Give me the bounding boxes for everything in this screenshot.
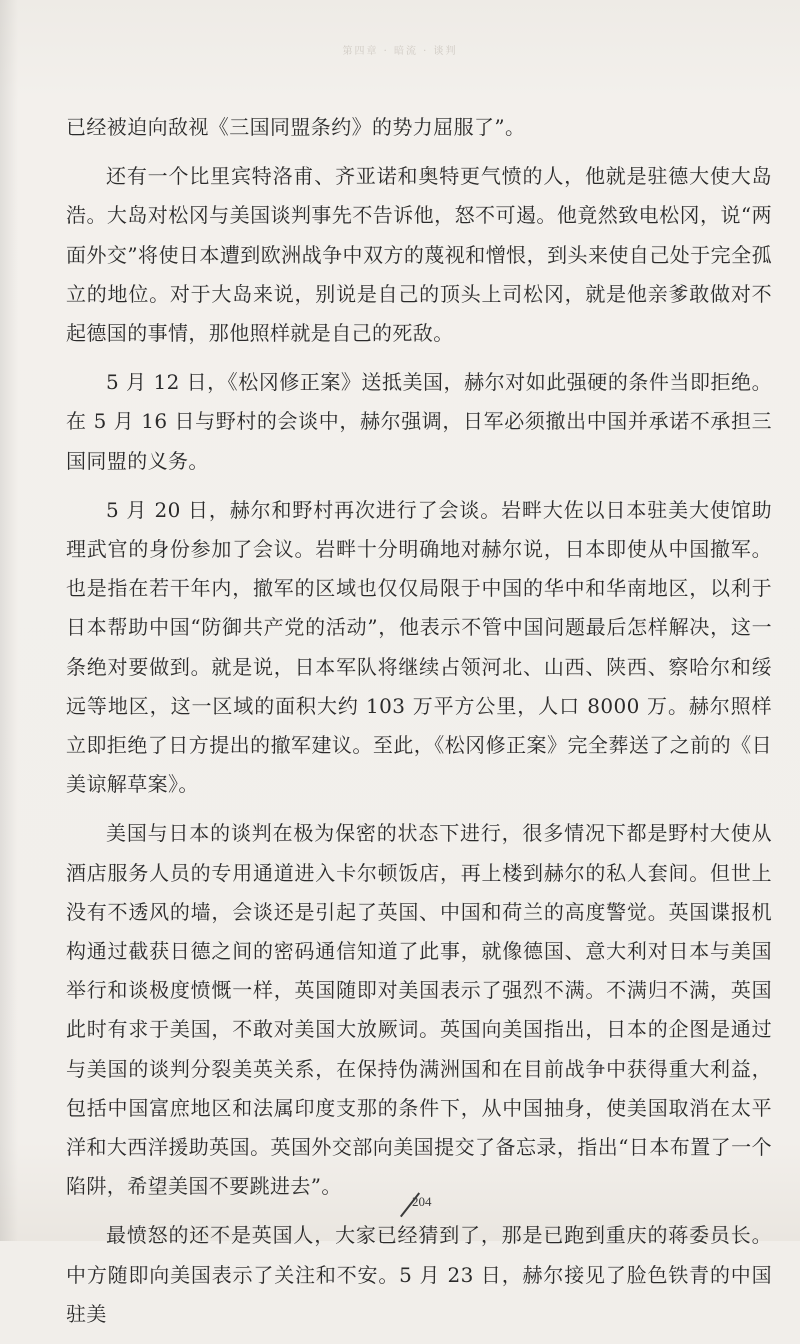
- page-footer: [396, 1186, 456, 1216]
- running-header: 第四章 · 暗流 · 谈判: [342, 46, 458, 57]
- body-text: [66, 108, 772, 1344]
- paragraph: 还有一个比里宾特洛甫、齐亚诺和奥特更气愤的人，他就是驻德大使大岛浩。大岛对松冈与美国谈判事先不告诉他，怒不可遏。他竟然致电松冈，说“两面外交”将使日本遭到欧洲战争中双方的蔑视和憎恨，到头来使自己处于完全孤立的地位。对于大岛来说，别说是自己的顶头上司松冈，就是他亲爹敢做对不起德国的事情，那他照样就是自己的死敌。: [66, 164, 772, 346]
- paragraph: 美国与日本的谈判在极为保密的状态下进行，很多情况下都是野村大使从酒店服务人员的专用通道进入卡尔顿饭店，再上楼到赫尔的私人套间。但世上没有不透风的墙，会谈还是引起了英国、中国和荷兰的高度警觉。英国谍报机构通过截获日德之间的密码通信知道了此事，就像德国、意大利对日本与美国举行和谈极度愤慨一样，英国随即对美国表示了强烈不满。不满归不满，英国此时有求于美国，不敢对美国大放厥词。英国向美国指出，日本的企图是通过与美国的谈判分裂美英关系，在保持伪满洲国和在目前战争中获得重大利益，包括中国富庶地区和法属印度支那的条件下，从中国抽身，使美国取消在太平洋和大西洋援助英国。英国外交部向美国提交了备忘录，指出“日本布置了一个陷阱，希望美国不要跳进去”。: [66, 821, 772, 1199]
- paragraph: 5 月 12 日，《松冈修正案》送抵美国，赫尔对如此强硬的条件当即拒绝。在 5 月 16 日与野村的会谈中，赫尔强调，日军必须撤出中国并承诺不承担三国同盟的义务。: [66, 370, 772, 473]
- page-number: 204: [412, 1194, 432, 1209]
- page-edge-shadow: [0, 0, 18, 1241]
- paragraph: 最愤怒的还不是英国人，大家已经猜到了，那是已跑到重庆的蒋委员长。中方随即向美国表示了关注和不安。5 月 23 日，赫尔接见了脸色铁青的中国驻美: [66, 1223, 772, 1326]
- paragraph: 5 月 20 日，赫尔和野村再次进行了会谈。岩畔大佐以日本驻美大使馆助理武官的身份参加了会议。岩畔十分明确地对赫尔说，日本即使从中国撤军。也是指在若干年内，撤军的区域也仅仅局限于中国的华中和华南地区，以利于日本帮助中国“防御共产党的活动”，他表示不管中国问题最后怎样解决，这一条绝对要做到。就是说，日本军队将继续占领河北、山西、陕西、察哈尔和绥远等地区，这一区域的面积大约 103 万平方公里，人口 8000 万。赫尔照样立即拒绝了日方提出的撤军建议。至此，《松冈修正案》完全葬送了之前的《日美谅解草案》。: [66, 497, 772, 797]
- paragraph-continuation: 已经被迫向敌视《三国同盟条约》的势力屈服了”。: [66, 115, 526, 139]
